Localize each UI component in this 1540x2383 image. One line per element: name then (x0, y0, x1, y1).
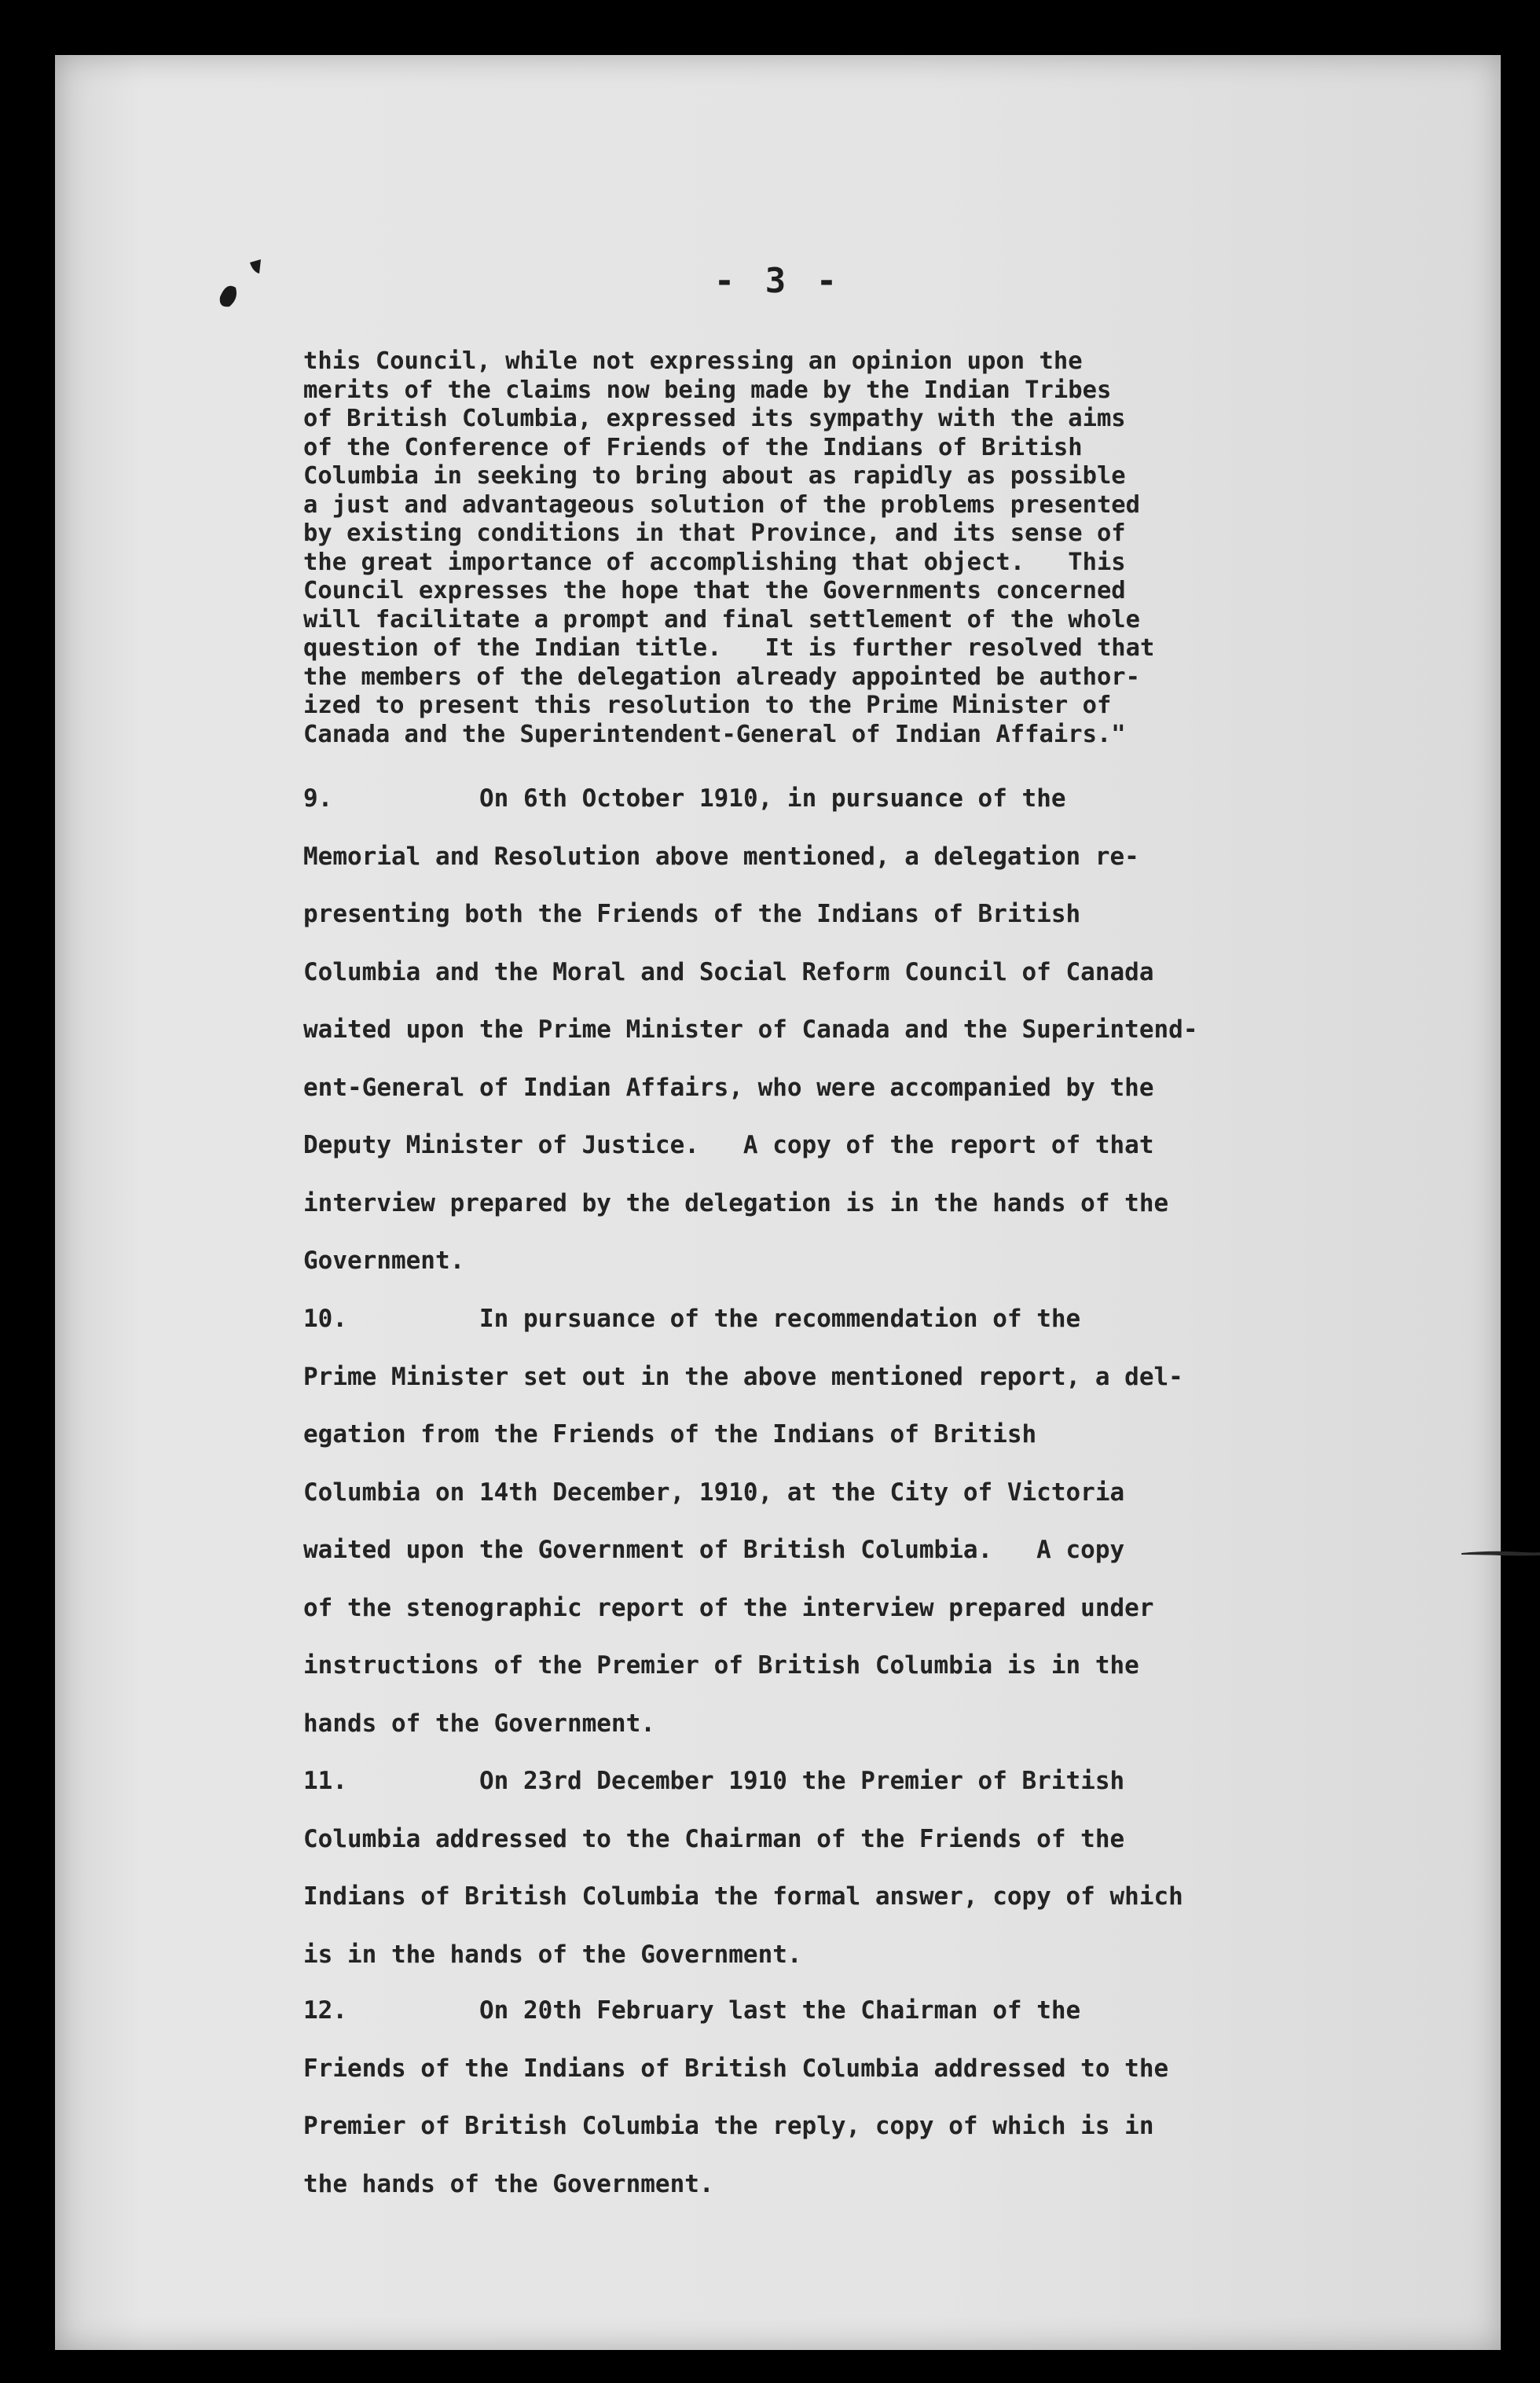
margin-pencil-mark (1461, 1547, 1540, 1559)
paragraph-11 (303, 1753, 1183, 1984)
paragraph-text: On 20th February last the Chairman of the Friends of the Indians of British Columbia addressed to the Premier of British Columbia the reply, copy of which is in the hands of the Government. (303, 1996, 1169, 2198)
quoted-resolution: this Council, while not expressing an opinion upon the merits of the claims now being made by the Indian Tribes of British Columbia, expressed its sympathy with the aims of the Conference of Friends of the Indians of British Columbia in seeking to bring about as rapidly as possible a just and advantageous solution of the problems presented by existing conditions in that Province, and its sense of the great importance of accomplishing that object. This Council expresses the hope that the Governments concerned will facilitate a prompt and final settlement of the whole question of the Indian title. It is further resolved that the members of the delegation already appointed be author- ized to present this resolution to the Prime Minister of Canada and the Superintendent-General of Indian Affairs." (303, 347, 1155, 748)
paragraph-number: 12. (303, 1996, 347, 2025)
paragraph-text: In pursuance of the recommendation of the Prime Minister set out in the above mentioned report, a del- egation from the Friends of the Indians of British Columbia on 14th December, 1910, at the City of Victoria waited upon the Government of British Columbia. A copy of the stenographic report of the interview prepared under instructions of the Premier of British Columbia is in the hands of the Government. (303, 1305, 1183, 1738)
paragraph-number: 9. (303, 784, 333, 813)
paragraph-text: On 6th October 1910, in pursuance of the Memorial and Resolution above mentioned, a delegation re- presenting both the Friends of the Indians of British Columbia and the Moral and Social Reform Council of Canada waited upon the Prime Minister of Canada and the Superintend- ent-General of Indian Affairs, who were accompanied by the Deputy Minister of Justice. A copy of the report of that interview prepared by the delegation is in the hands of the Government. (303, 784, 1198, 1275)
paragraph-number: 11. (303, 1767, 347, 1795)
paragraph-12 (303, 1982, 1168, 2213)
paragraph-9 (303, 770, 1197, 1291)
paragraph-number: 10. (303, 1305, 347, 1333)
page-number: - 3 - (713, 261, 842, 301)
paragraph-text: On 23rd December 1910 the Premier of British Columbia addressed to the Chairman of the Friends of the Indians of British Columbia the formal answer, copy of which is in the hands of the Government. (303, 1767, 1183, 1969)
document-page (55, 55, 1501, 2350)
paragraph-10 (303, 1291, 1183, 1753)
